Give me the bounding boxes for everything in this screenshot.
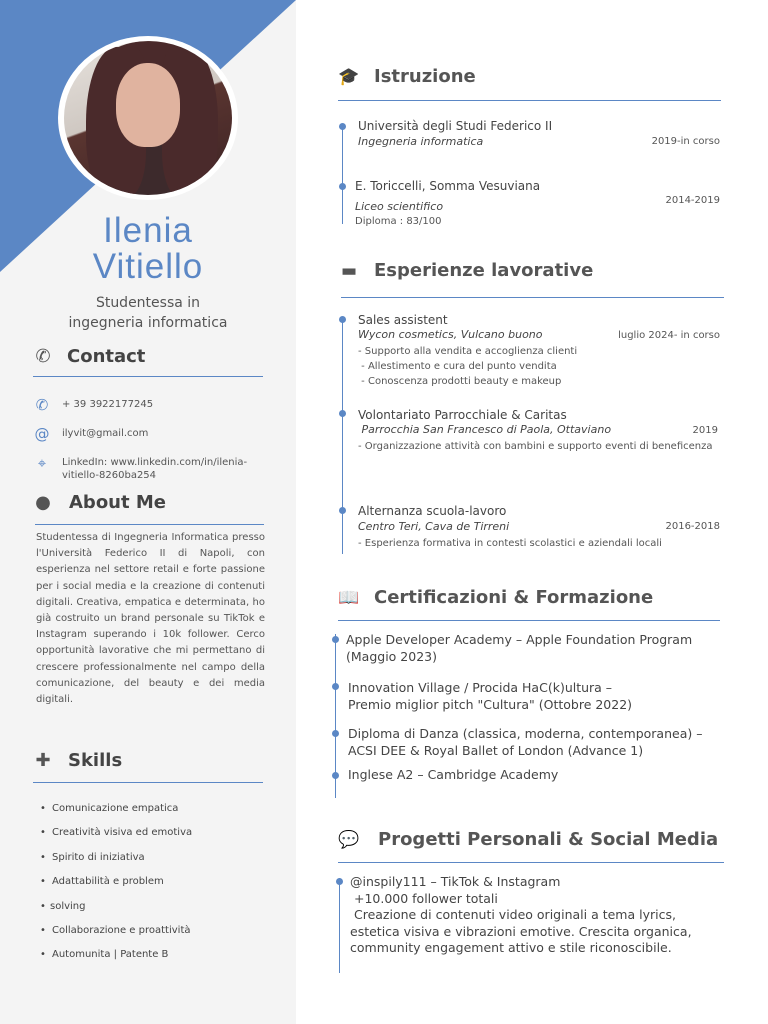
- phone-icon: ✆: [35, 346, 51, 367]
- subtitle-line-2: ingegneria informatica: [68, 315, 228, 331]
- sidebar: [0, 0, 296, 1024]
- about-heading: About Me: [69, 492, 166, 513]
- certification-line-2: (Maggio 2023): [346, 649, 437, 664]
- skill-item: • Spirito di iniziativa: [40, 850, 270, 874]
- experience-heading: Esperienze lavorative: [374, 260, 594, 281]
- skill-item-continuation: • solving: [40, 899, 270, 923]
- projects-header: [338, 826, 724, 854]
- education-divider: [338, 100, 721, 101]
- skills-list: [40, 801, 270, 972]
- certifications-heading: Certificazioni & Formazione: [374, 587, 654, 608]
- timeline-dot: [332, 730, 339, 737]
- skill-item: • Automunita | Patente B: [40, 947, 270, 971]
- about-header: [32, 491, 264, 515]
- experience-company: Centro Teri, Cava de Tirreni: [358, 520, 510, 533]
- about-text: Studentessa di Ingegneria Informatica presso l'Università Federico II di Napoli, con esperienza nel settore retail e forte passione per i social media e la creazione di contenuti digitali. Creativa, empatica e determinata, ho già costruito un brand personale su TikTok e Instagram superando i 10k follower. Cerco opportunità lavorative che mi permettano di crescere professionalmente nel campo della comunicazione, del beauty e dei media digitali.: [36, 532, 265, 706]
- subtitle-line-1: Studentessa in: [95, 295, 201, 311]
- contact-divider: [33, 376, 263, 377]
- experience-detail: - Esperienza formativa in contesti scolastici e aziendali locali: [358, 538, 662, 549]
- certification-line-1: Apple Developer Academy – Apple Foundation Program: [346, 632, 693, 647]
- experience-period: 2019: [692, 425, 718, 436]
- experience-period: 2016-2018: [665, 521, 720, 532]
- education-heading: Istruzione: [374, 66, 476, 87]
- certification-line-2: Premio miglior pitch "Cultura" (Ottobre 2022): [348, 697, 633, 712]
- certifications-divider: [338, 620, 720, 621]
- experience-detail: - Allestimento e cura del punto vendita: [358, 361, 557, 372]
- education-period: 2019-in corso: [651, 136, 720, 147]
- project-line: estetica visiva e vibrazioni emotive. Crescita organica,: [350, 923, 692, 939]
- timeline-dot: [332, 772, 339, 779]
- puzzle-icon: ✚: [35, 750, 51, 771]
- certification-line-1: Innovation Village / Procida HaC(k)ultura –: [348, 680, 613, 695]
- project-line: +10.000 follower totali: [350, 890, 498, 906]
- project-description: [350, 874, 720, 957]
- linkedin-link[interactable]: [62, 456, 272, 482]
- projects-timeline: [339, 878, 340, 973]
- education-course: Liceo scientifico: [355, 200, 444, 213]
- certification-line-2: ACSI DEE & Royal Ballet of London (Advance 1): [348, 743, 644, 758]
- at-sign-icon: @: [34, 425, 50, 443]
- timeline-dot: [339, 410, 346, 417]
- education-school: E. Toriccelli, Somma Vesuviana: [355, 179, 541, 193]
- skill-item: • Collaborazione e proattività: [40, 923, 270, 947]
- projects-divider: [338, 862, 724, 863]
- skills-divider: [33, 782, 263, 783]
- education-grade: Diploma : 83/100: [355, 216, 442, 227]
- education-course: Ingegneria informatica: [358, 135, 484, 148]
- skill-item: • Creatività visiva ed emotiva: [40, 825, 270, 849]
- certification-item: [346, 631, 726, 665]
- experience-header: [338, 257, 724, 285]
- certifications-header: [338, 584, 724, 612]
- linkedin-line-1: LinkedIn: www.linkedin.com/in/ilenia-: [62, 457, 248, 468]
- chat-bubbles-icon: 💬: [338, 830, 360, 850]
- linkedin-line-2: vitiello-8260ba254: [62, 470, 157, 481]
- last-name: Vitiello: [92, 247, 204, 286]
- timeline-dot: [339, 507, 346, 514]
- project-line: Creazione di contenuti video originali a tema lyrics,: [350, 907, 676, 922]
- timeline-dot: [336, 878, 343, 885]
- experience-detail: - Conoscenza prodotti beauty e makeup: [358, 376, 562, 387]
- projects-heading: Progetti Personali & Social Media: [378, 829, 719, 850]
- skills-header: [32, 749, 264, 773]
- experience-company: Parrocchia San Francesco di Paola, Ottaviano: [358, 423, 612, 436]
- open-book-icon: 📖: [338, 588, 360, 608]
- timeline-dot: [339, 123, 346, 130]
- certification-line-1: Inglese A2 – Cambridge Academy: [348, 767, 559, 782]
- graduation-cap-icon: 🎓: [338, 67, 360, 87]
- timeline-dot: [332, 683, 339, 690]
- email-address[interactable]: ilyvit@gmail.com: [62, 428, 149, 439]
- about-divider: [35, 524, 264, 525]
- certification-item: [348, 725, 728, 759]
- education-school: Università degli Studi Federico II: [358, 119, 553, 133]
- education-period: 2014-2019: [665, 195, 720, 206]
- contact-heading: Contact: [67, 346, 146, 367]
- location-pin-icon: ⌖: [37, 454, 47, 472]
- skills-heading: Skills: [68, 750, 123, 771]
- experience-role: Sales assistent: [358, 313, 448, 327]
- certification-line-1: Diploma di Danza (classica, moderna, contemporanea) –: [348, 726, 703, 741]
- project-line: community engagement attivo e stile riconoscibile.: [350, 940, 672, 955]
- skill-item: • Adattabilità e problem: [40, 874, 270, 898]
- phone-number[interactable]: + 39 3922177245: [62, 399, 154, 410]
- person-icon: ●: [35, 492, 51, 513]
- education-header: [338, 63, 722, 91]
- experience-company: Wycon cosmetics, Vulcano buono: [358, 328, 543, 341]
- timeline-dot: [339, 316, 346, 323]
- phone-outline-icon: ✆: [35, 396, 49, 414]
- contact-header: [32, 345, 264, 369]
- timeline-dot: [339, 183, 346, 190]
- certification-item: [348, 766, 728, 783]
- experience-detail: - Organizzazione attività con bambini e supporto eventi di beneficenza: [358, 441, 713, 452]
- experience-divider: [341, 297, 724, 298]
- profile-photo: [64, 41, 232, 195]
- timeline-dot: [332, 636, 339, 643]
- first-name: Ilenia: [103, 211, 193, 250]
- skill-item: • Comunicazione empatica: [40, 801, 270, 825]
- briefcase-icon: ▬: [340, 261, 358, 281]
- experience-role: Alternanza scuola-lavoro: [358, 504, 507, 518]
- experience-role: Volontariato Parrocchiale & Caritas: [358, 408, 567, 422]
- experience-timeline: [342, 318, 343, 554]
- certification-item: [348, 679, 728, 713]
- project-line: @inspily111 – TikTok & Instagram: [350, 874, 561, 889]
- experience-detail: - Supporto alla vendita e accoglienza clienti: [358, 346, 578, 357]
- education-timeline: [342, 124, 343, 224]
- experience-period: luglio 2024- in corso: [618, 330, 720, 341]
